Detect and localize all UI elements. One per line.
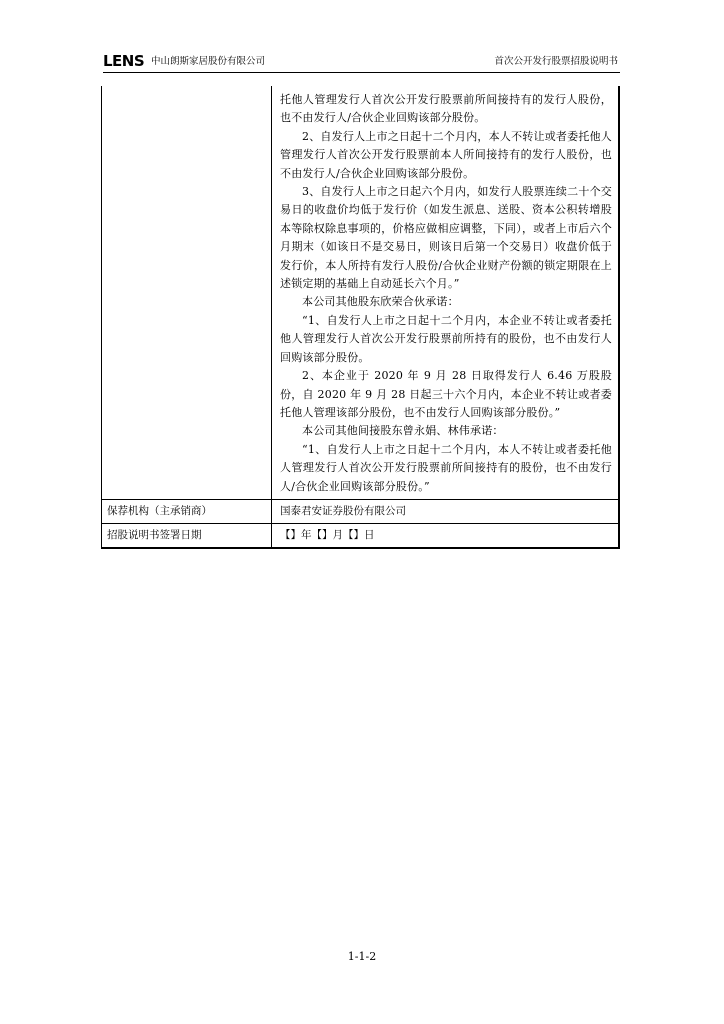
empty-label-cell	[102, 86, 272, 499]
company-logo: LENS	[103, 52, 145, 70]
paragraph: “1、自发行人上市之日起十二个月内，本企业不转让或者委托他人管理发行人首次公开发行股票前所持有的股份，也不由发行人回购该部分股份。	[280, 313, 612, 364]
paragraph: 本公司其他股东欣荣合伙承诺：	[302, 295, 459, 309]
sponsor-label: 保荐机构（主承销商）	[102, 499, 272, 523]
company-name: 中山朗斯家居股份有限公司	[151, 56, 266, 67]
paragraph: 本公司其他间接股东曾永娟、林伟承诺：	[302, 424, 504, 438]
table-row	[102, 86, 620, 499]
paragraph: “1、自发行人上市之日起十二个月内，本人不转让或者委托他人管理发行人首次公开发行股票前所间接持有的股份，也不由发行人/合伙企业回购该部分股份。”	[280, 442, 612, 493]
paragraph: 托他人管理发行人首次公开发行股票前所间接持有的发行人股份，也不由发行人/合伙企业回购该部分股份。	[280, 93, 612, 125]
signing-date-value: 【】年【】月【】日	[272, 523, 620, 548]
commitment-content-cell	[272, 86, 620, 499]
paragraph: 3、自发行人上市之日起六个月内，如发行人股票连续二十个交易日的收盘价均低于发行价（如发生派息、送股、资本公积转增股本等除权除息事项的，价格应做相应调整，下同），或者上市后六个月期末（如该日不是交易日，则该日后第一个交易日）收盘价低于发行价，本人所持有发行人股份/合伙企业财产份额的锁定期限在上述锁定期的基础上自动延长六个月。”	[280, 185, 612, 291]
signing-date-label: 招股说明书签署日期	[102, 523, 272, 548]
paragraph: 2、自发行人上市之日起十二个月内，本人不转让或者委托他人管理发行人首次公开发行股票前本人所间接持有的发行人股份，也不由发行人/合伙企业回购该部分股份。	[280, 129, 612, 180]
paragraph: 2、本企业于 2020 年 9 月 28 日取得发行人 6.46 万股股份，自 2020 年 9 月 28 日起三十六个月内，本企业不转让或者委托他人管理该部分股份，也不由发行人回购该部分股份。”	[280, 369, 612, 419]
page-header	[103, 52, 620, 73]
table-row	[102, 523, 620, 548]
page-number: 1-1-2	[347, 950, 377, 963]
commitment-text	[272, 86, 618, 499]
table-row	[102, 499, 620, 523]
document-title: 首次公开发行股票招股说明书	[494, 56, 618, 67]
sponsor-value: 国泰君安证券股份有限公司	[272, 499, 620, 523]
prospectus-info-table	[101, 86, 620, 549]
